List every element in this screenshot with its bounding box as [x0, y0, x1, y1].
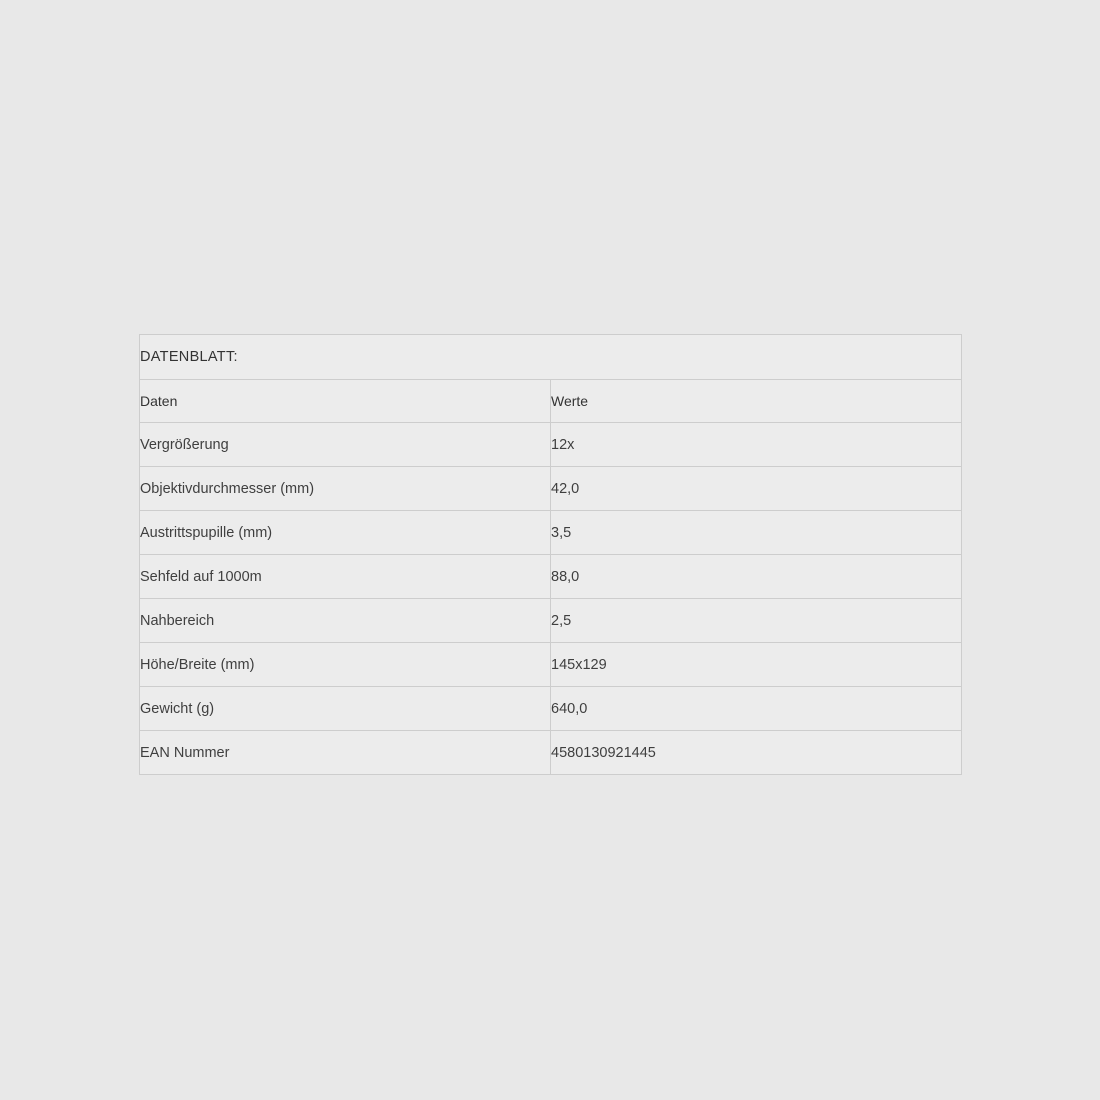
table-header-row [140, 380, 962, 423]
row-value: 88,0 [551, 555, 962, 599]
column-header-werte: Werte [551, 380, 962, 423]
table-title-row [140, 335, 962, 380]
row-value: 2,5 [551, 599, 962, 643]
datasheet-title: DATENBLATT: [140, 335, 962, 380]
table-row [140, 731, 962, 775]
row-label: Gewicht (g) [140, 687, 551, 731]
row-value: 145x129 [551, 643, 962, 687]
row-value: 640,0 [551, 687, 962, 731]
column-header-daten: Daten [140, 380, 551, 423]
table-row [140, 467, 962, 511]
table-row [140, 555, 962, 599]
row-value: 42,0 [551, 467, 962, 511]
row-label: Austrittspupille (mm) [140, 511, 551, 555]
row-label: Sehfeld auf 1000m [140, 555, 551, 599]
row-label: EAN Nummer [140, 731, 551, 775]
table-body [140, 335, 962, 775]
row-label: Höhe/Breite (mm) [140, 643, 551, 687]
row-label: Vergrößerung [140, 423, 551, 467]
table-row [140, 599, 962, 643]
table-row [140, 423, 962, 467]
table-row [140, 687, 962, 731]
row-value: 3,5 [551, 511, 962, 555]
row-label: Nahbereich [140, 599, 551, 643]
row-label: Objektivdurchmesser (mm) [140, 467, 551, 511]
row-value: 12x [551, 423, 962, 467]
table-row [140, 511, 962, 555]
specification-table [139, 334, 962, 775]
table-row [140, 643, 962, 687]
row-value: 4580130921445 [551, 731, 962, 775]
